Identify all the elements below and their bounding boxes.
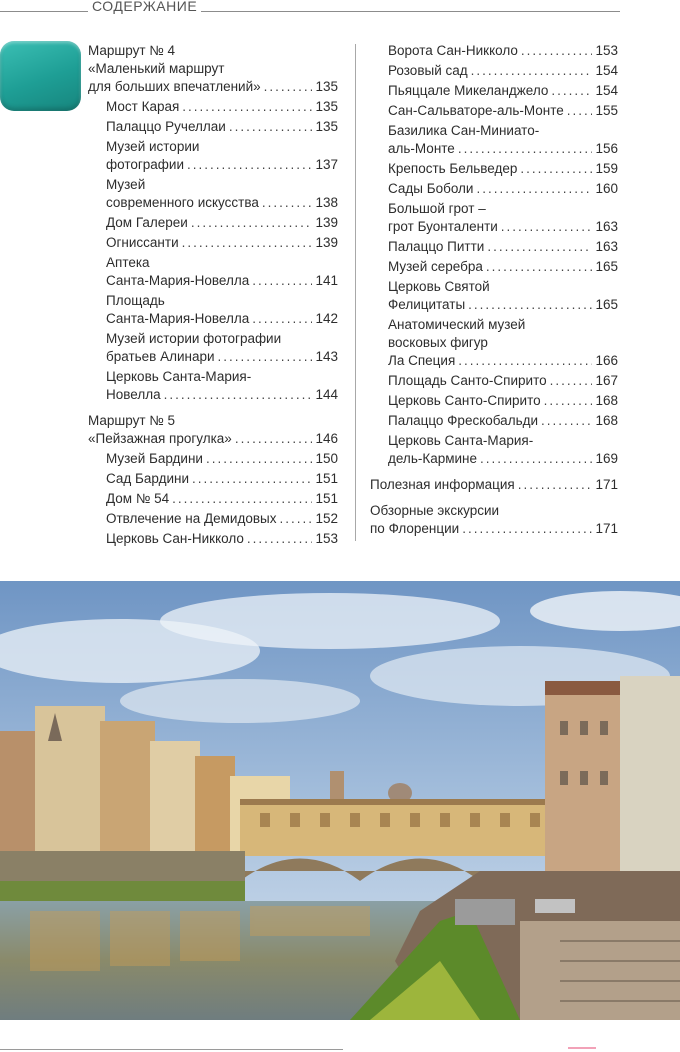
toc-entry-text: Дом № 54: [106, 491, 170, 506]
toc-leader-dots: [191, 214, 313, 232]
toc-leader-dots: [164, 386, 313, 404]
toc-leader-dots: [247, 530, 313, 548]
toc-entry[interactable]: [370, 392, 618, 410]
toc-leader-dots: [172, 490, 312, 508]
toc-page-number: 139: [315, 215, 338, 230]
toc-entry[interactable]: [88, 368, 338, 404]
toc-entry[interactable]: [370, 102, 618, 120]
toc-entry-text: дель-Кармине: [388, 451, 478, 466]
toc-entry-text: Маршрут № 5: [88, 413, 176, 428]
toc-page-number: 153: [595, 43, 618, 58]
toc-entry[interactable]: [88, 254, 338, 290]
toc-entry-text: Сады Боболи: [388, 181, 474, 196]
toc-entry-text: Маршрут № 4: [88, 43, 176, 58]
toc-leader-dots: [521, 42, 593, 60]
toc-page-number: 138: [315, 195, 338, 210]
toc-entry[interactable]: [370, 200, 618, 236]
toc-entry-text: Фелицитаты: [388, 297, 466, 312]
toc-entry-text: Площадь: [106, 293, 165, 308]
toc-entry-text: Церковь Сан-Никколо: [106, 531, 244, 546]
toc-page-number: 153: [315, 531, 338, 546]
toc-entry[interactable]: [88, 470, 338, 488]
toc-leader-dots: [541, 412, 592, 430]
toc-column-right: [370, 42, 618, 538]
toc-entry-text: Церковь Санта-Мария-: [388, 433, 534, 448]
toc-entry-text: Площадь Санто-Спирито: [388, 373, 547, 388]
toc-entry[interactable]: [88, 292, 338, 328]
toc-leader-dots: [218, 348, 313, 366]
toc-entry-text: Огниссанти: [106, 235, 179, 250]
toc-entry-text: Санта-Мария-Новелла: [106, 273, 250, 288]
toc-entry[interactable]: [88, 530, 338, 548]
toc-entry[interactable]: [370, 82, 618, 100]
toc-entry[interactable]: [370, 476, 618, 494]
toc-entry-text: Полезная информация: [370, 477, 515, 492]
toc-leader-dots: [544, 392, 593, 410]
toc-entry-text: Ла Специя: [388, 353, 456, 368]
toc-entry[interactable]: [88, 176, 338, 212]
toc-entry-text: для больших впечатлений»: [88, 79, 261, 94]
toc-page-number: 168: [595, 413, 618, 428]
toc-entry[interactable]: [370, 258, 618, 276]
toc-entry-text: Сад Бардини: [106, 471, 190, 486]
toc-leader-dots: [187, 156, 312, 174]
toc-page-number: 151: [315, 491, 338, 506]
toc-entry-text: Обзорные экскурсии: [370, 503, 500, 518]
toc-page-number: 163: [595, 239, 618, 254]
toc-entry-text: Базилика Сан-Миниато-: [388, 123, 540, 138]
toc-entry-text: грот Буонталенти: [388, 219, 498, 234]
toc-entry[interactable]: [88, 412, 338, 448]
toc-page-number: 141: [315, 273, 338, 288]
toc-page-number: 171: [595, 521, 618, 536]
toc-entry[interactable]: [370, 62, 618, 80]
toc-leader-dots: [252, 272, 312, 290]
toc-page-number: 152: [315, 511, 338, 526]
toc-page-number: 163: [595, 219, 618, 234]
toc-entry[interactable]: [370, 412, 618, 430]
toc-entry-text: Анатомический музей: [388, 317, 526, 332]
toc-entry-text: Большой грот –: [388, 201, 486, 216]
toc-page-number: 137: [315, 157, 338, 172]
toc-page-number: 165: [595, 297, 618, 312]
toc-page-number: 135: [315, 79, 338, 94]
toc-leader-dots: [262, 194, 313, 212]
toc-entry[interactable]: [88, 118, 338, 136]
toc-entry[interactable]: [370, 180, 618, 198]
toc-page-number: 169: [595, 451, 618, 466]
toc-leader-dots: [567, 102, 593, 120]
toc-entry-text: Музей Бардини: [106, 451, 203, 466]
toc-entry-text: Аптека: [106, 255, 150, 270]
toc-leader-dots: [520, 160, 592, 178]
toc-entry-text: Розовый сад: [388, 63, 468, 78]
toc-leader-dots: [486, 258, 593, 276]
toc-entry-text: Ворота Сан-Никколо: [388, 43, 518, 58]
toc-leader-dots: [476, 180, 592, 198]
toc-entry-text: «Пейзажная прогулка»: [88, 431, 232, 446]
toc-entry-text: Крепость Бельведер: [388, 161, 518, 176]
toc-entry-text: Пьяццале Микеланджело: [388, 83, 549, 98]
toc-page-number: 171: [595, 477, 618, 492]
toc-entry-text: Церковь Святой: [388, 279, 490, 294]
toc-entry-text: Дом Галереи: [106, 215, 188, 230]
toc-page-number: 139: [315, 235, 338, 250]
toc-leader-dots: [264, 78, 313, 96]
toc-page-number: 146: [315, 431, 338, 446]
toc-leader-dots: [501, 218, 593, 236]
toc-entry[interactable]: [88, 510, 338, 528]
toc-page-number: 154: [595, 83, 618, 98]
toc-leader-dots: [206, 450, 313, 468]
toc-entry[interactable]: [370, 432, 618, 468]
toc-entry-text: современного искусства: [106, 195, 259, 210]
toc-page-number: 156: [595, 141, 618, 156]
toc-entry-text: Палаццо Питти: [388, 239, 485, 254]
toc-leader-dots: [235, 430, 313, 448]
toc-entry-text: Отвлечение на Демидовых: [106, 511, 277, 526]
toc-page-number: 159: [595, 161, 618, 176]
toc-entry-text: Музей серебра: [388, 259, 483, 274]
toc-entry-text: Музей истории: [106, 139, 200, 154]
toc-leader-dots: [551, 82, 592, 100]
toc-entry-text: восковых фигур: [388, 335, 488, 350]
toc-leader-dots: [468, 296, 592, 314]
toc-page-number: 135: [315, 119, 338, 134]
toc-entry[interactable]: [88, 490, 338, 508]
toc-page-number: 154: [595, 63, 618, 78]
toc-leader-dots: [471, 62, 593, 80]
column-divider: [355, 44, 356, 541]
toc-column-left: [88, 42, 338, 548]
toc-entry-text: Церковь Санто-Спирито: [388, 393, 541, 408]
toc-entry-text: Музей: [106, 177, 146, 192]
footer-accent-mark: [568, 1047, 596, 1049]
toc-entry-text: по Флоренции: [370, 521, 460, 536]
toc-entry[interactable]: [88, 450, 338, 468]
toc-leader-dots: [279, 510, 312, 528]
toc-entry-text: Музей истории фотографии: [106, 331, 282, 346]
toc-entry[interactable]: [88, 330, 338, 366]
toc-entry[interactable]: [370, 238, 618, 256]
toc-page-number: 160: [595, 181, 618, 196]
toc-page-number: 143: [315, 349, 338, 364]
toc-entry-text: Санта-Мария-Новелла: [106, 311, 250, 326]
toc-entry[interactable]: [370, 160, 618, 178]
toc-page-number: 166: [595, 353, 618, 368]
toc-entry-text: «Маленький маршрут: [88, 61, 225, 76]
toc-page-number: 150: [315, 451, 338, 466]
toc-leader-dots: [229, 118, 313, 136]
toc-leader-dots: [480, 450, 592, 468]
section-tab: [0, 41, 81, 111]
toc-entry[interactable]: [370, 316, 618, 370]
toc-entry[interactable]: [88, 214, 338, 232]
toc-leader-dots: [550, 372, 593, 390]
florence-photo: [0, 581, 680, 1020]
toc-page-number: 165: [595, 259, 618, 274]
toc-entry-text: Сан-Сальваторе-аль-Монте: [388, 103, 564, 118]
toc-leader-dots: [462, 520, 592, 538]
toc-entry-text: братьев Алинари: [106, 349, 215, 364]
toc-entry-text: Палаццо Фрескобальди: [388, 413, 539, 428]
footer-rule: [0, 1049, 343, 1050]
toc-entry-text: фотографии: [106, 157, 184, 172]
toc-page-number: 168: [595, 393, 618, 408]
toc-page-number: 144: [315, 387, 338, 402]
toc-leader-dots: [458, 140, 593, 158]
toc-leader-dots: [518, 476, 593, 494]
toc-page-number: 151: [315, 471, 338, 486]
toc-entry[interactable]: [370, 278, 618, 314]
toc-entry[interactable]: [370, 502, 618, 538]
toc-entry[interactable]: [88, 98, 338, 116]
toc-leader-dots: [458, 352, 592, 370]
toc-entry[interactable]: [370, 122, 618, 158]
toc-entry[interactable]: [88, 42, 338, 96]
toc-entry[interactable]: [370, 372, 618, 390]
toc-leader-dots: [252, 310, 312, 328]
toc-page-number: 135: [315, 99, 338, 114]
toc-leader-dots: [487, 238, 592, 256]
toc-entry[interactable]: [370, 42, 618, 60]
toc-leader-dots: [182, 98, 312, 116]
toc-entry-text: аль-Монте: [388, 141, 455, 156]
toc-entry-text: Палаццо Ручеллаи: [106, 119, 226, 134]
toc-entry[interactable]: [88, 138, 338, 174]
page-title: СОДЕРЖАНИЕ: [88, 0, 201, 15]
toc-entry-text: Церковь Санта-Мария-: [106, 369, 252, 384]
toc-leader-dots: [182, 234, 313, 252]
toc-page-number: 155: [595, 103, 618, 118]
toc-entry-text: Новелла: [106, 387, 161, 402]
toc-entry[interactable]: [88, 234, 338, 252]
toc-leader-dots: [192, 470, 312, 488]
toc-page-number: 142: [315, 311, 338, 326]
toc-page-number: 167: [595, 373, 618, 388]
toc-entry-text: Мост Карая: [106, 99, 180, 114]
